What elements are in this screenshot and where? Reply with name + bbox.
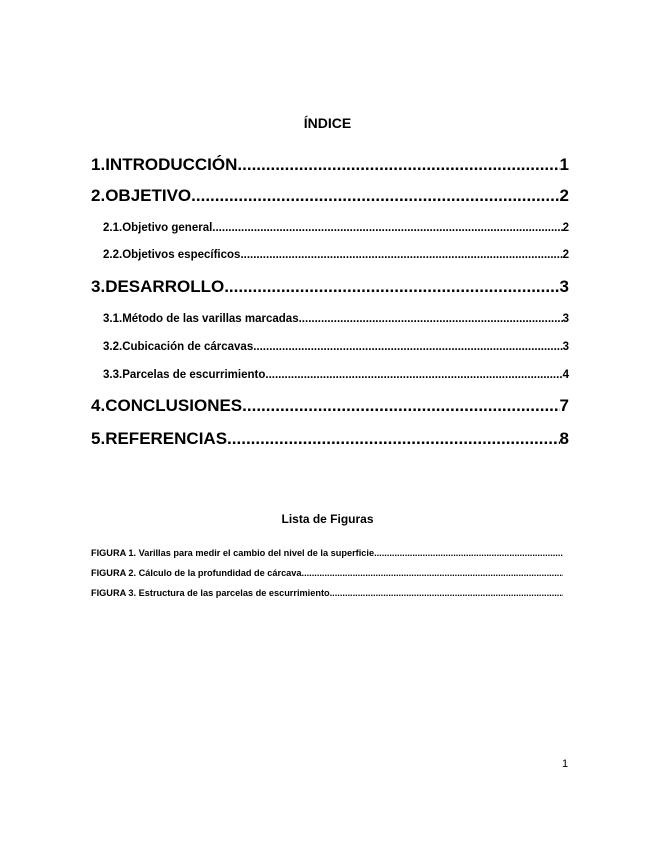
toc-leader-dots — [224, 277, 559, 297]
toc-leader-dots — [265, 369, 562, 381]
toc-leader-dots — [237, 155, 559, 175]
toc-entry-desarrollo[interactable] — [91, 277, 569, 299]
toc-entry-number: 3.3. — [103, 369, 123, 381]
toc-entry-objetivo-general[interactable] — [103, 222, 569, 238]
figure-entry-label: FIGURA 3. Estructura de las parcelas de escurrimiento — [91, 588, 330, 598]
toc-entry-referencias[interactable] — [91, 429, 569, 451]
toc-entry-number: 3.2. — [103, 341, 123, 353]
toc-entry-number: 5. — [91, 429, 106, 448]
toc-entry-page: 3 — [559, 277, 569, 296]
toc-entry-number: 2.2. — [103, 249, 123, 261]
figure-leader-dots — [374, 548, 563, 558]
figure-leader-dots — [302, 568, 563, 578]
page-number: 1 — [562, 758, 569, 770]
figure-entry-3[interactable] — [91, 588, 563, 601]
toc-entry-label: Cubicación de cárcavas. — [122, 341, 257, 353]
toc-leader-dots — [227, 429, 559, 449]
toc-entry-page: 4 — [562, 369, 569, 381]
toc-entry-number: 3.1. — [103, 313, 123, 325]
index-title: ÍNDICE — [303, 115, 352, 131]
toc-entry-cubicacion-carcavas[interactable] — [103, 341, 569, 357]
toc-entry-label: DESARROLLO — [105, 277, 225, 296]
toc-entry-conclusiones[interactable] — [91, 396, 569, 418]
toc-leader-dots — [299, 313, 563, 325]
toc-entry-label: CONCLUSIONES — [105, 396, 243, 415]
figure-entry-1[interactable] — [91, 548, 563, 561]
toc-entry-page: 7 — [559, 396, 569, 415]
toc-entry-page: 8 — [559, 429, 569, 448]
toc-entry-label: Objetivos específicos — [122, 249, 241, 261]
figure-entry-label: FIGURA 2. Cálculo de la profundidad de cárcava — [91, 568, 302, 578]
figures-list-title: Lista de Figuras — [281, 512, 374, 526]
toc-leader-dots — [240, 249, 562, 261]
toc-entry-metodo-varillas[interactable] — [103, 313, 569, 329]
toc-entry-label: REFERENCIAS — [105, 429, 228, 448]
toc-entry-page: 3 — [562, 341, 569, 353]
toc-leader-dots — [191, 186, 559, 206]
toc-leader-dots — [242, 396, 559, 416]
figure-entry-2[interactable] — [91, 568, 563, 581]
toc-entry-objetivo[interactable] — [91, 186, 569, 208]
toc-entry-label: Objetivo general — [122, 222, 213, 234]
toc-entry-page: 2 — [562, 222, 569, 234]
figure-entry-label: FIGURA 1. Varillas para medir el cambio del nivel de la superficie — [91, 548, 375, 558]
toc-leader-dots — [256, 341, 562, 353]
toc-entry-page: 1 — [559, 155, 569, 174]
toc-entry-number: 4. — [91, 396, 106, 415]
toc-entry-page: 3 — [562, 313, 569, 325]
toc-entry-page: 2 — [559, 186, 569, 205]
toc-entry-page: 2 — [562, 249, 569, 261]
toc-leader-dots — [212, 222, 562, 234]
toc-entry-label: OBJETIVO — [105, 186, 192, 205]
figure-leader-dots — [330, 588, 563, 598]
toc-entry-label: Parcelas de escurrimiento — [122, 369, 266, 381]
toc-entry-number: 1. — [91, 155, 106, 174]
toc-entry-number: 2.1. — [103, 222, 123, 234]
toc-entry-objetivos-especificos[interactable] — [103, 249, 569, 265]
toc-entry-label: INTRODUCCIÓN — [105, 155, 238, 174]
toc-entry-number: 2. — [91, 186, 106, 205]
toc-entry-introduccion[interactable] — [91, 155, 569, 177]
toc-entry-label: Método de las varillas marcadas — [122, 313, 299, 325]
toc-entry-parcelas-escurrimiento[interactable] — [103, 369, 569, 385]
toc-entry-number: 3. — [91, 277, 106, 296]
